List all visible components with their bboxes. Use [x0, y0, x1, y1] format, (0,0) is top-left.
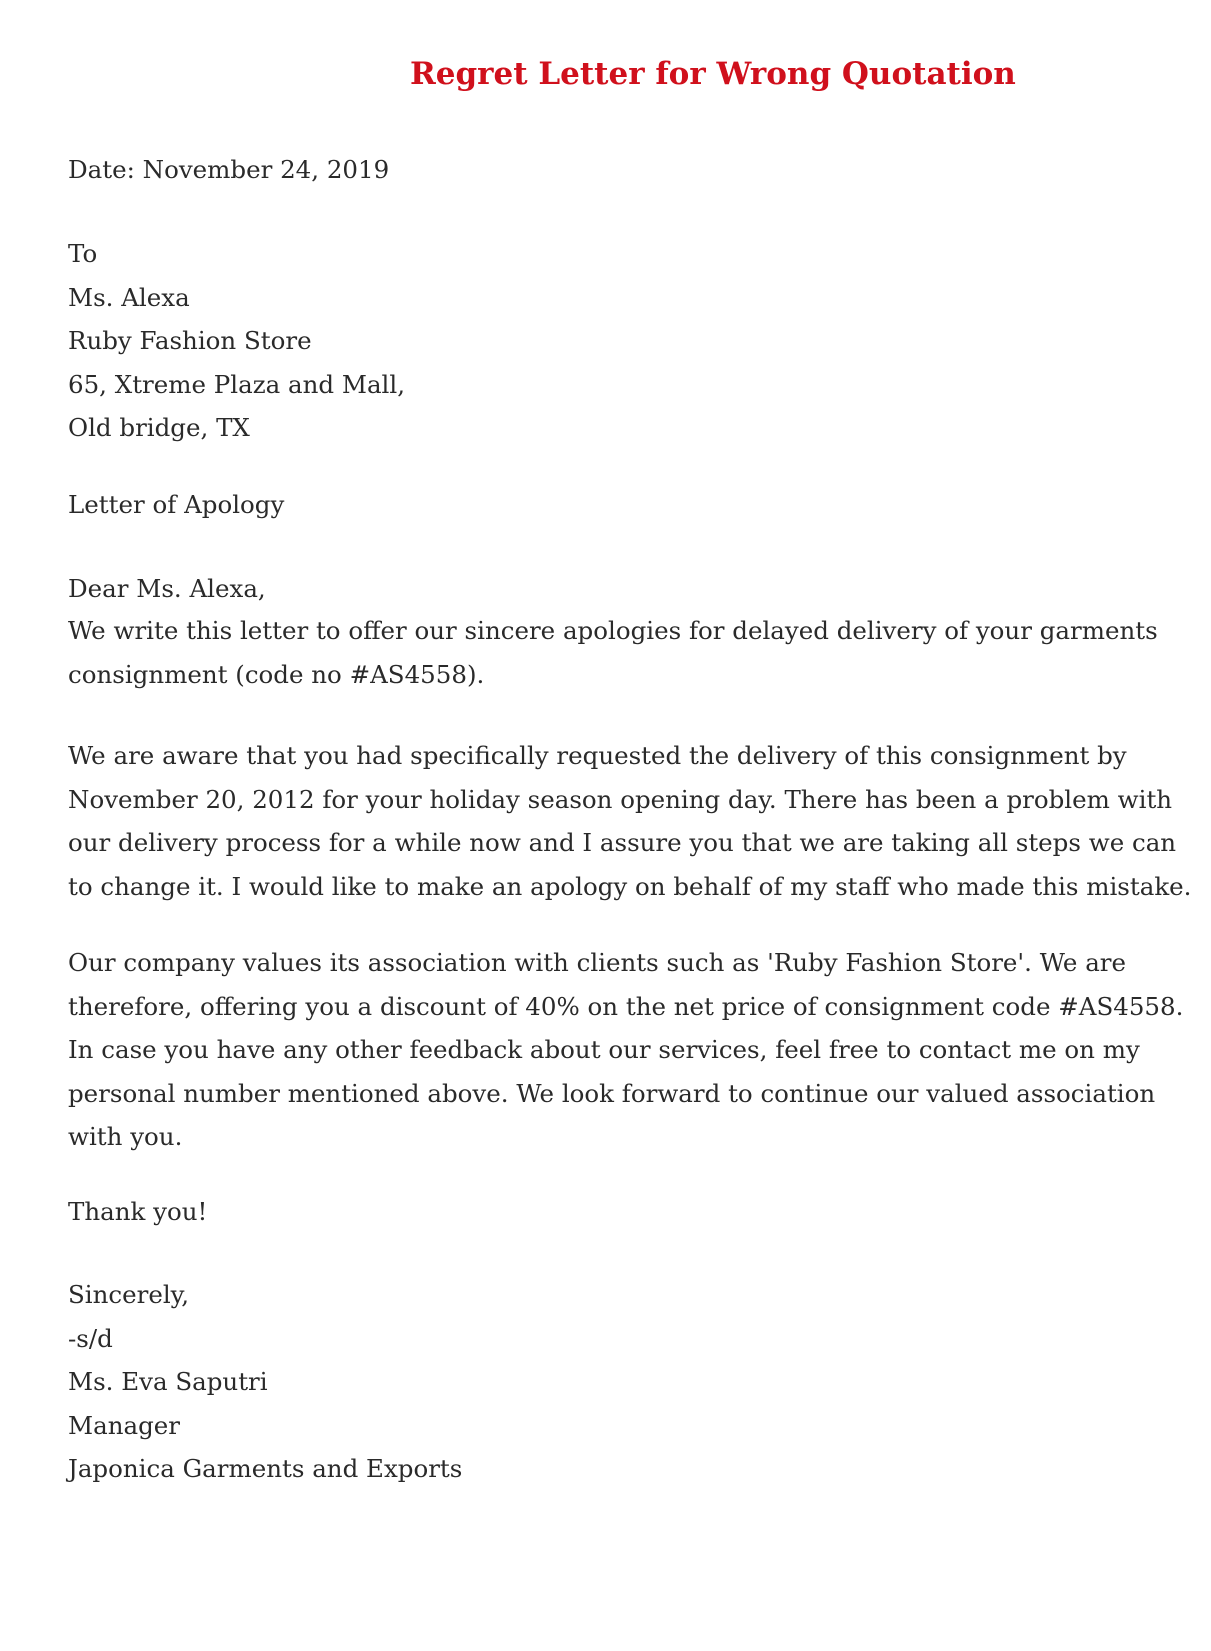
- paragraph-line: consignment (code no #AS4558).: [68, 659, 485, 689]
- letter-closing: [68, 1190, 1158, 1234]
- signoff-position: Manager: [68, 1410, 180, 1440]
- signoff-signature: -s/d: [68, 1323, 113, 1353]
- paragraph-line: November 20, 2012 for your holiday season opening day. There has been a problem with: [68, 784, 1173, 814]
- letter-signature-block: [68, 1273, 1158, 1491]
- recipient-name: Ms. Alexa: [68, 282, 190, 312]
- paragraph-line: We are aware that you had specifically requested the delivery of this consignment by: [68, 741, 1127, 770]
- body-paragraph-3: [68, 941, 1184, 1159]
- signoff-company: Japonica Garments and Exports: [68, 1454, 463, 1483]
- salutation-line: Dear Ms. Alexa,: [68, 574, 266, 603]
- letter-salutation: [68, 567, 1158, 611]
- date-line: Date: November 24, 2019: [68, 155, 390, 184]
- paragraph-line: to change it. I would like to make an apology on behalf of my staff who made this mistake.: [68, 871, 1192, 901]
- signoff-name: Ms. Eva Saputri: [68, 1367, 268, 1396]
- recipient-city: Old bridge, TX: [68, 413, 250, 442]
- body-paragraph-2: [68, 734, 1192, 908]
- letter-date: [68, 148, 1158, 192]
- recipient-company: Ruby Fashion Store: [68, 326, 312, 355]
- recipient-to: To: [68, 239, 98, 268]
- paragraph-line: Our company values its association with clients such as 'Ruby Fashion Store'. We are: [68, 948, 1127, 977]
- body-paragraph-1: [68, 609, 1158, 696]
- paragraph-line: personal number mentioned above. We look forward to continue our valued association: [68, 1078, 1156, 1108]
- subject-line: Letter of Apology: [68, 490, 285, 519]
- signoff-sincerely: Sincerely,: [68, 1280, 190, 1309]
- paragraph-line: with you.: [68, 1122, 183, 1151]
- recipient-street: 65, Xtreme Plaza and Mall,: [68, 369, 406, 399]
- paragraph-line: our delivery process for a while now and I assure you that we are taking all steps we can: [68, 828, 1177, 857]
- paragraph-line: therefore, offering you a discount of 40% on the net price of consignment code #AS4558.: [68, 991, 1184, 1021]
- paragraph-line: We write this letter to offer our sincere apologies for delayed delivery of your garments: [68, 616, 1158, 645]
- recipient-address: [68, 232, 1158, 450]
- letter-subject: [68, 483, 1158, 527]
- letter-title: Regret Letter for Wrong Quotation: [410, 56, 1016, 92]
- closing-line: Thank you!: [68, 1197, 208, 1226]
- paragraph-line: In case you have any other feedback about our services, feel free to contact me on my: [68, 1035, 1140, 1064]
